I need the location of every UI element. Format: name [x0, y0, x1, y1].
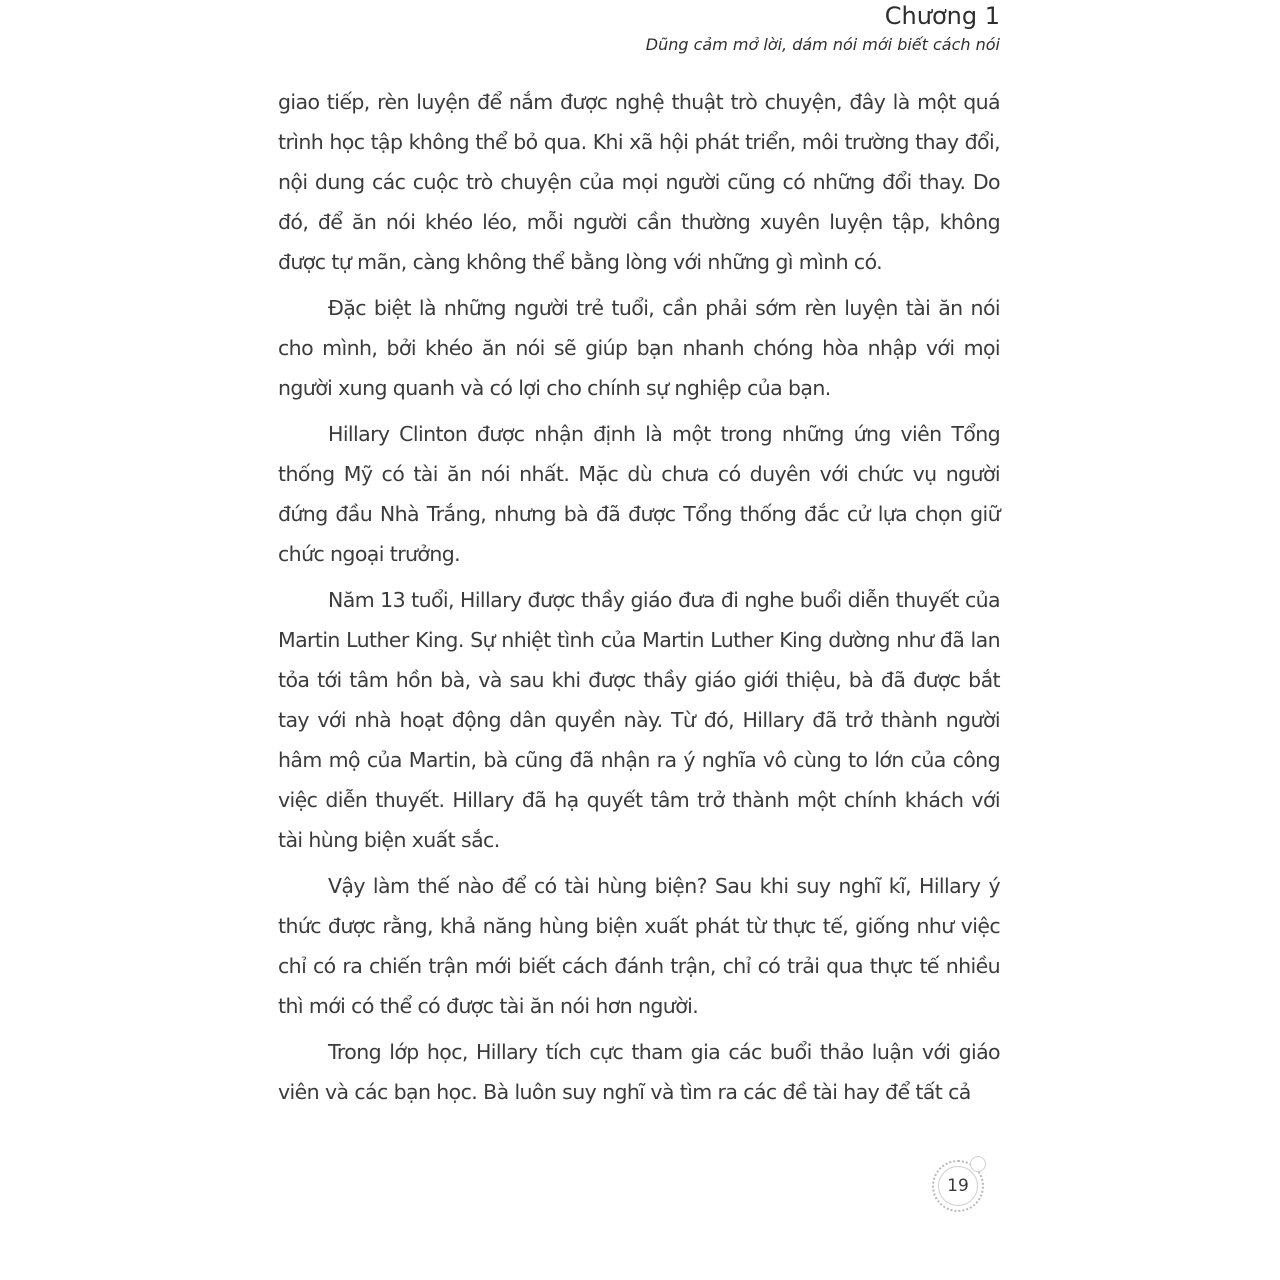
paragraph: Vậy làm thế nào để có tài hùng biện? Sau khi suy nghĩ kĩ, Hillary ý thức được rằng, khả năng hùng biện xuất phát từ thực tế, giống như việc chỉ có ra chiến trận mới biết cách đánh trận, chỉ có trải qua thực tế nhiều thì mới có thể có được tài ăn nói hơn người. [278, 874, 1000, 1018]
chapter-title: Chương 1 [884, 2, 1000, 30]
paragraph: Năm 13 tuổi, Hillary được thầy giáo đưa đi nghe buổi diễn thuyết của Martin Luther King. Sự nhiệt tình của Martin Luther King dường như đã lan tỏa tới tâm hồn bà, và sau khi được thầy giáo giới thiệu, bà đã được bắt tay với nhà hoạt động dân quyền này. Từ đó, Hillary đã trở thành người hâm mộ của Martin, bà cũng đã nhận ra ý nghĩa vô cùng to lớn của công việc diễn thuyết. Hillary đã hạ quyết tâm trở thành một chính khách với tài hùng biện xuất sắc. [278, 588, 1000, 852]
chapter-subtitle: Dũng cảm mở lời, dám nói mới biết cách nói [645, 35, 1000, 54]
running-header [646, 0, 1000, 58]
decorative-dot-icon [970, 1156, 986, 1172]
page-number-badge [932, 1160, 984, 1212]
body-text [278, 82, 1000, 1118]
paragraph: Đặc biệt là những người trẻ tuổi, cần phải sớm rèn luyện tài ăn nói cho mình, bởi khéo ăn nói sẽ giúp bạn nhanh chóng hòa nhập với mọi người xung quanh và có lợi cho chính sự nghiệp của bạn. [278, 296, 1000, 400]
paragraph: giao tiếp, rèn luyện để nắm được nghệ thuật trò chuyện, đây là một quá trình học tập không thể bỏ qua. Khi xã hội phát triển, môi trường thay đổi, nội dung các cuộc trò chuyện của mọi người cũng có những đổi thay. Do đó, để ăn nói khéo léo, mỗi người cần thường xuyên luyện tập, không được tự mãn, càng không thể bằng lòng với những gì mình có. [278, 90, 1000, 274]
paragraph: Trong lớp học, Hillary tích cực tham gia các buổi thảo luận với giáo viên và các bạn học. Bà luôn suy nghĩ và tìm ra các đề tài hay để tất cả [278, 1040, 1000, 1104]
paragraph: Hillary Clinton được nhận định là một trong những ứng viên Tổng thống Mỹ có tài ăn nói nhất. Mặc dù chưa có duyên với chức vụ người đứng đầu Nhà Trắng, nhưng bà đã được Tổng thống đắc cử lựa chọn giữ chức ngoại trưởng. [278, 422, 1000, 566]
page-number: 19 [947, 1176, 969, 1196]
